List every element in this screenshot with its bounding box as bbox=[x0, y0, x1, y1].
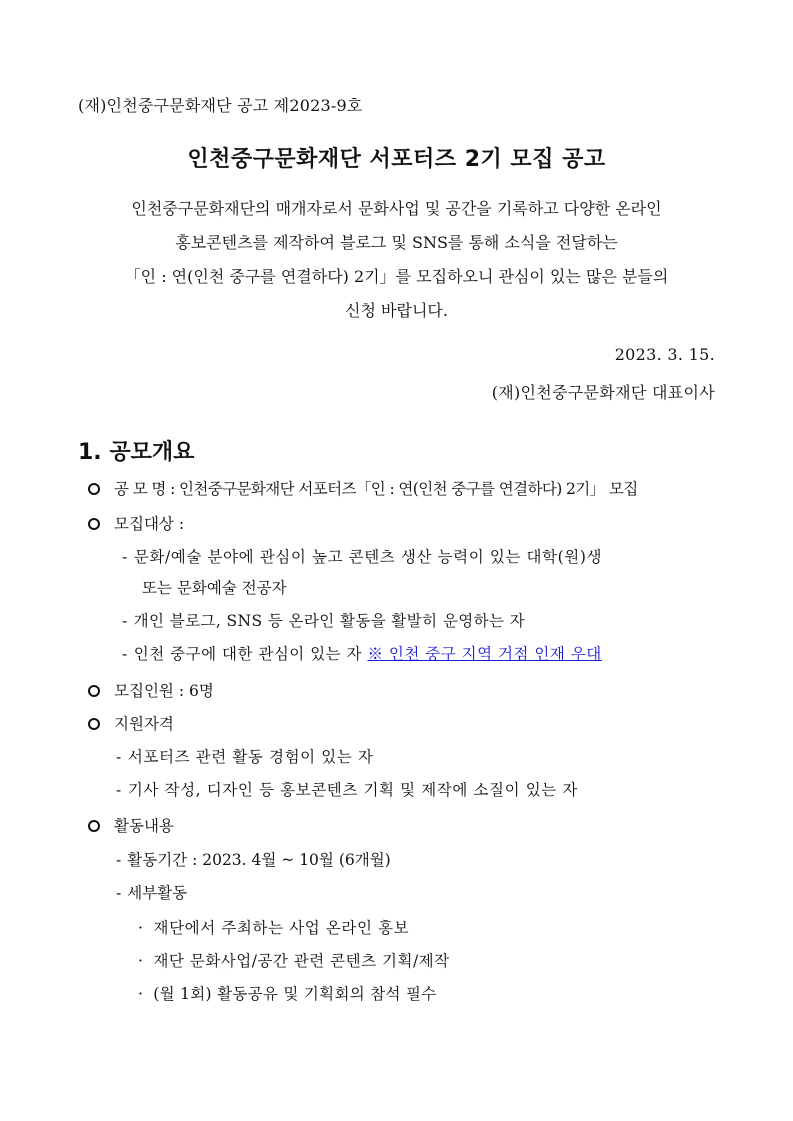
name-row-text: 공 모 명 : 인천중구문화재단 서포터즈「인 : 연(인천 중구를 연결하다) 2기」 모집 bbox=[114, 480, 638, 498]
activity-detail-text: (월 1회) 활동공유 및 기획회의 참석 필수 bbox=[153, 985, 437, 1003]
intro-paragraph bbox=[60, 192, 733, 328]
dash-marker: - bbox=[122, 612, 128, 630]
announcement-date: 2023. 3. 15. bbox=[614, 345, 715, 364]
circle-bullet-icon bbox=[88, 718, 100, 730]
intro-line: 홍보콘텐츠를 제작하여 블로그 및 SNS를 통해 소식을 전달하는 bbox=[175, 233, 618, 252]
activity-detail-label-text: 세부활동 bbox=[127, 884, 188, 902]
target-item bbox=[122, 610, 525, 632]
document-number: (재)인천중구문화재단 공고 제2023-9호 bbox=[78, 96, 363, 115]
activity-period bbox=[116, 849, 391, 871]
intro-line: 신청 바랍니다. bbox=[345, 301, 448, 320]
dash-marker: - bbox=[116, 851, 122, 869]
target-item-text: 문화/예술 분야에 관심이 높고 콘텐츠 생산 능력이 있는 대학(원)생 bbox=[133, 548, 603, 566]
activity-detail-label bbox=[116, 882, 187, 904]
qualification-item-text: 서포터즈 관련 활동 경험이 있는 자 bbox=[127, 748, 374, 766]
target-item-continued: 또는 문화예술 전공자 bbox=[142, 579, 287, 597]
page-title: 인천중구문화재단 서포터즈 2기 모집 공고 bbox=[187, 147, 606, 172]
dash-marker: - bbox=[116, 884, 122, 902]
activity-detail-item bbox=[138, 983, 437, 1005]
headcount-row bbox=[88, 680, 214, 702]
qualification-label: 지원자격 bbox=[114, 715, 174, 733]
activity-row bbox=[88, 815, 174, 837]
dash-marker: - bbox=[122, 548, 128, 566]
qualification-row bbox=[88, 713, 174, 735]
target-item bbox=[122, 643, 602, 665]
activity-period-text: 활동기간 : 2023. 4월 ~ 10월 (6개월) bbox=[127, 851, 391, 869]
signer: (재)인천중구문화재단 대표이사 bbox=[491, 383, 715, 402]
dot-marker: · bbox=[138, 952, 144, 970]
target-item-text: 인천 중구에 대한 관심이 있는 자 bbox=[133, 645, 363, 663]
intro-line: 인천중구문화재단의 매개자로서 문화사업 및 공간을 기록하고 다양한 온라인 bbox=[131, 199, 662, 218]
name-row bbox=[88, 478, 638, 500]
activity-label: 활동내용 bbox=[114, 817, 174, 835]
activity-detail-item bbox=[138, 917, 409, 939]
section-heading: 1. 공모개요 bbox=[78, 440, 195, 465]
qualification-item bbox=[116, 779, 578, 801]
circle-bullet-icon bbox=[88, 518, 100, 530]
dash-marker: - bbox=[116, 781, 122, 799]
dash-marker: - bbox=[122, 645, 128, 663]
target-row bbox=[88, 513, 184, 535]
dash-marker: - bbox=[116, 748, 122, 766]
qualification-item bbox=[116, 746, 374, 768]
circle-bullet-icon bbox=[88, 820, 100, 832]
activity-detail-text: 재단 문화사업/공간 관련 콘텐츠 기획/제작 bbox=[153, 952, 450, 970]
headcount-text: 모집인원 : 6명 bbox=[114, 682, 214, 700]
circle-bullet-icon bbox=[88, 685, 100, 697]
target-item bbox=[122, 546, 602, 568]
intro-line: 「인 : 연(인천 중구를 연결하다) 2기」를 모집하오니 관심이 있는 많은 분들의 bbox=[124, 267, 669, 286]
preference-note-link[interactable]: ※ 인천 중구 지역 거점 인재 우대 bbox=[367, 645, 602, 663]
activity-detail-text: 재단에서 주최하는 사업 온라인 홍보 bbox=[153, 919, 410, 937]
qualification-item-text: 기사 작성, 디자인 등 홍보콘텐츠 기획 및 제작에 소질이 있는 자 bbox=[127, 781, 578, 799]
target-item-text: 개인 블로그, SNS 등 온라인 활동을 활발히 운영하는 자 bbox=[133, 612, 526, 630]
dot-marker: · bbox=[138, 919, 144, 937]
circle-bullet-icon bbox=[88, 483, 100, 495]
dot-marker: · bbox=[138, 985, 144, 1003]
target-label: 모집대상 : bbox=[114, 515, 185, 533]
activity-detail-item bbox=[138, 950, 450, 972]
